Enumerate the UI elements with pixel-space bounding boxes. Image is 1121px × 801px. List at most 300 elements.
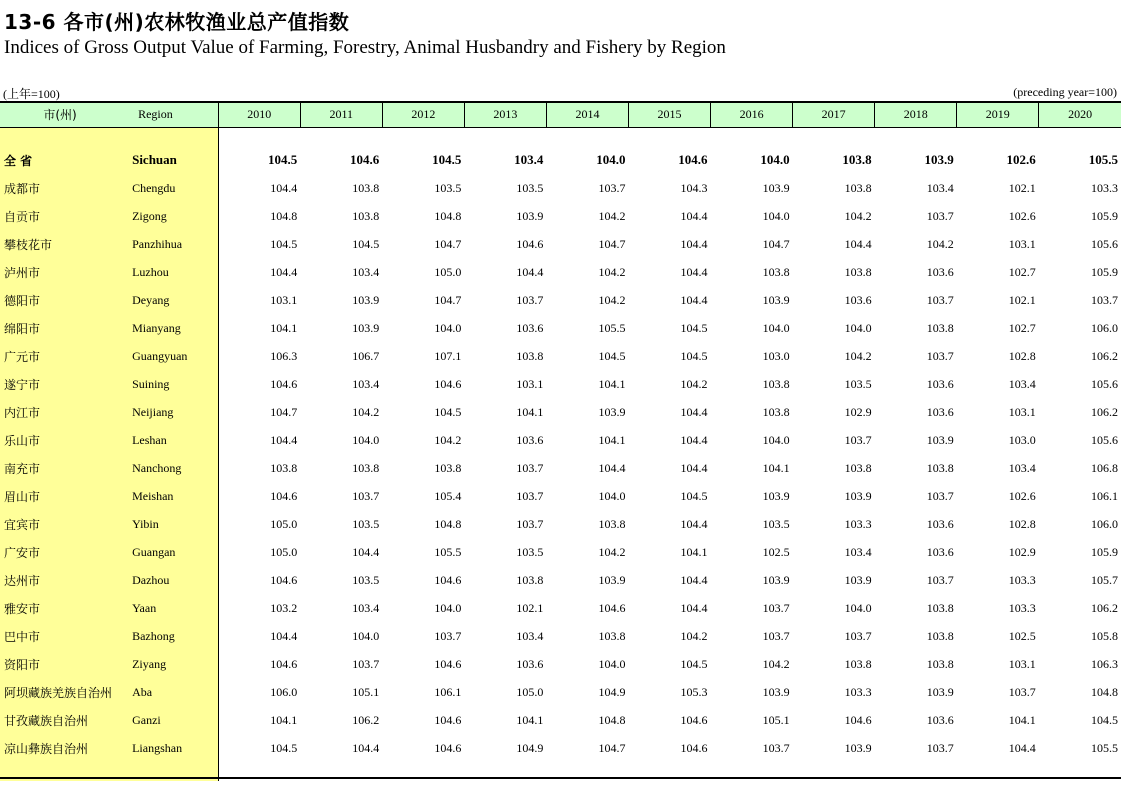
index-value: 103.7 bbox=[352, 656, 380, 671]
index-value: 103.4 bbox=[1008, 376, 1036, 391]
index-value: 105.3 bbox=[680, 684, 708, 699]
index-value: 104.6 bbox=[598, 600, 626, 615]
index-value: 105.9 bbox=[1091, 208, 1118, 223]
index-value: 104.2 bbox=[680, 628, 708, 643]
index-value: 102.5 bbox=[762, 544, 790, 559]
index-value: 104.5 bbox=[598, 348, 626, 363]
index-value: 106.0 bbox=[270, 684, 298, 699]
index-value: 104.4 bbox=[680, 460, 708, 475]
index-value: 105.5 bbox=[1088, 152, 1118, 167]
index-value: 103.7 bbox=[516, 460, 544, 475]
index-value: 103.7 bbox=[434, 628, 462, 643]
index-value: 104.4 bbox=[844, 236, 872, 251]
index-value: 103.7 bbox=[598, 180, 626, 195]
region-name-english: Bazhong bbox=[120, 622, 218, 650]
index-value: 104.1 bbox=[598, 376, 626, 391]
header-year: 2015 bbox=[628, 101, 710, 128]
index-value: 106.3 bbox=[1091, 656, 1118, 671]
index-value: 103.8 bbox=[926, 320, 954, 335]
index-value: 104.1 bbox=[516, 404, 544, 419]
index-value: 104.0 bbox=[596, 152, 626, 167]
index-value: 104.6 bbox=[680, 740, 708, 755]
index-value: 103.6 bbox=[516, 656, 544, 671]
index-value: 105.7 bbox=[1091, 572, 1118, 587]
index-value: 104.1 bbox=[680, 544, 708, 559]
index-value: 104.8 bbox=[270, 208, 298, 223]
index-value: 102.1 bbox=[1008, 292, 1036, 307]
index-value: 104.7 bbox=[762, 236, 790, 251]
index-value: 103.9 bbox=[352, 320, 380, 335]
index-value: 103.7 bbox=[516, 516, 544, 531]
index-value: 102.6 bbox=[1008, 208, 1036, 223]
header-year: 2020 bbox=[1039, 101, 1121, 128]
index-value: 105.8 bbox=[1091, 628, 1118, 643]
index-value: 104.2 bbox=[598, 292, 626, 307]
index-value: 103.7 bbox=[1008, 684, 1036, 699]
index-value: 104.4 bbox=[680, 516, 708, 531]
index-value: 104.5 bbox=[434, 404, 462, 419]
region-name-chinese: 凉山彝族自治州 bbox=[0, 734, 120, 762]
region-name-chinese: 攀枝花市 bbox=[0, 230, 120, 258]
index-value: 103.6 bbox=[926, 544, 954, 559]
index-value: 103.0 bbox=[762, 348, 790, 363]
index-value: 103.8 bbox=[434, 460, 462, 475]
index-value: 104.4 bbox=[680, 600, 708, 615]
index-value: 104.7 bbox=[270, 404, 298, 419]
index-value: 105.9 bbox=[1091, 264, 1118, 279]
header-year: 2017 bbox=[793, 101, 875, 128]
region-name-english: Sichuan bbox=[120, 146, 218, 174]
index-value: 104.5 bbox=[680, 488, 708, 503]
index-value: 104.2 bbox=[762, 656, 790, 671]
index-value: 103.9 bbox=[844, 740, 872, 755]
table-row bbox=[0, 482, 1121, 510]
index-value: 103.4 bbox=[514, 152, 544, 167]
index-value: 105.0 bbox=[270, 544, 298, 559]
index-value: 103.7 bbox=[926, 740, 954, 755]
index-value: 103.7 bbox=[762, 600, 790, 615]
header-year: 2013 bbox=[464, 101, 546, 128]
index-value: 103.4 bbox=[352, 600, 380, 615]
region-name-chinese: 雅安市 bbox=[0, 594, 120, 622]
table-row bbox=[0, 510, 1121, 538]
index-value: 102.8 bbox=[1008, 516, 1036, 531]
index-value: 102.9 bbox=[844, 404, 872, 419]
region-name-chinese: 达州市 bbox=[0, 566, 120, 594]
index-value: 104.1 bbox=[1008, 712, 1036, 727]
index-value: 105.0 bbox=[270, 516, 298, 531]
region-name-chinese: 绵阳市 bbox=[0, 314, 120, 342]
region-name-chinese: 内江市 bbox=[0, 398, 120, 426]
index-value: 104.1 bbox=[270, 712, 298, 727]
index-value: 103.4 bbox=[926, 180, 954, 195]
region-name-english: Luzhou bbox=[120, 258, 218, 286]
index-value: 104.6 bbox=[434, 572, 462, 587]
index-value: 104.0 bbox=[762, 432, 790, 447]
region-name-english: Yibin bbox=[120, 510, 218, 538]
index-value: 104.2 bbox=[598, 264, 626, 279]
table-row bbox=[0, 706, 1121, 734]
index-value: 106.1 bbox=[434, 684, 462, 699]
index-value: 104.4 bbox=[270, 628, 298, 643]
index-value: 104.2 bbox=[352, 404, 380, 419]
region-name-chinese: 资阳市 bbox=[0, 650, 120, 678]
index-value: 103.9 bbox=[926, 432, 954, 447]
index-value: 103.4 bbox=[352, 376, 380, 391]
region-name-english: Liangshan bbox=[120, 734, 218, 762]
region-name-chinese: 甘孜藏族自治州 bbox=[0, 706, 120, 734]
index-value: 104.2 bbox=[926, 236, 954, 251]
index-value: 103.9 bbox=[924, 152, 954, 167]
index-value: 104.0 bbox=[434, 320, 462, 335]
index-value: 105.5 bbox=[1091, 740, 1118, 755]
index-value: 103.8 bbox=[926, 600, 954, 615]
index-value: 104.4 bbox=[270, 432, 298, 447]
index-value: 104.0 bbox=[844, 320, 872, 335]
index-value: 104.5 bbox=[267, 152, 298, 167]
index-value: 103.8 bbox=[598, 628, 626, 643]
index-value: 103.4 bbox=[352, 264, 380, 279]
index-value: 103.6 bbox=[926, 516, 954, 531]
region-name-chinese: 成都市 bbox=[0, 174, 120, 202]
index-value: 103.9 bbox=[516, 208, 544, 223]
index-value: 102.5 bbox=[1008, 628, 1036, 643]
table-row bbox=[0, 174, 1121, 202]
index-value: 104.4 bbox=[680, 572, 708, 587]
table-row bbox=[0, 678, 1121, 706]
index-value: 103.9 bbox=[598, 404, 626, 419]
index-value: 105.6 bbox=[1091, 432, 1118, 447]
index-value: 104.1 bbox=[516, 712, 544, 727]
index-value: 104.5 bbox=[270, 740, 298, 755]
index-value: 102.6 bbox=[1006, 152, 1036, 167]
index-value: 104.6 bbox=[270, 488, 298, 503]
table-title-english: Indices of Gross Output Value of Farming, Forestry, Animal Husbandry and Fishery by Region bbox=[4, 37, 726, 58]
index-value: 104.1 bbox=[762, 460, 790, 475]
index-value: 104.5 bbox=[680, 348, 708, 363]
index-value: 104.5 bbox=[1091, 712, 1118, 727]
table-row bbox=[0, 230, 1121, 258]
region-name-chinese: 眉山市 bbox=[0, 482, 120, 510]
index-value: 104.1 bbox=[598, 432, 626, 447]
header-region-chinese: 市(州) bbox=[0, 101, 120, 128]
table-row-total bbox=[0, 146, 1121, 174]
index-value: 103.9 bbox=[762, 488, 790, 503]
index-value: 103.7 bbox=[352, 488, 380, 503]
index-value: 104.5 bbox=[352, 236, 380, 251]
index-value: 103.5 bbox=[844, 376, 872, 391]
index-value: 104.6 bbox=[678, 152, 708, 167]
index-value: 103.3 bbox=[1091, 180, 1118, 195]
index-value: 103.7 bbox=[926, 348, 954, 363]
index-value: 104.0 bbox=[352, 628, 380, 643]
index-value: 104.6 bbox=[680, 712, 708, 727]
table-row bbox=[0, 454, 1121, 482]
index-value: 104.8 bbox=[598, 712, 626, 727]
index-value: 104.4 bbox=[516, 264, 544, 279]
index-value: 103.8 bbox=[844, 656, 872, 671]
index-value: 103.0 bbox=[1008, 432, 1036, 447]
region-name-chinese: 全 省 bbox=[0, 146, 120, 174]
index-value: 103.9 bbox=[762, 292, 790, 307]
index-value: 104.6 bbox=[434, 712, 462, 727]
index-value: 103.1 bbox=[516, 376, 544, 391]
index-value: 102.6 bbox=[1008, 488, 1036, 503]
index-value: 103.8 bbox=[270, 460, 298, 475]
index-value: 104.5 bbox=[270, 236, 298, 251]
spacer-row bbox=[0, 128, 1121, 147]
index-value: 103.5 bbox=[434, 180, 462, 195]
index-value: 104.7 bbox=[598, 236, 626, 251]
table-row bbox=[0, 202, 1121, 230]
header-year: 2010 bbox=[218, 101, 300, 128]
index-value: 102.7 bbox=[1008, 320, 1036, 335]
region-name-english: Leshan bbox=[120, 426, 218, 454]
index-value: 103.6 bbox=[926, 264, 954, 279]
index-value: 104.4 bbox=[680, 292, 708, 307]
index-value: 105.0 bbox=[434, 264, 462, 279]
region-name-english: Neijiang bbox=[120, 398, 218, 426]
index-value: 105.5 bbox=[434, 544, 462, 559]
index-value: 103.8 bbox=[926, 628, 954, 643]
region-name-english: Guangyuan bbox=[120, 342, 218, 370]
index-value: 104.7 bbox=[434, 292, 462, 307]
index-value: 105.6 bbox=[1091, 376, 1118, 391]
index-value: 105.1 bbox=[762, 712, 790, 727]
region-name-chinese: 遂宁市 bbox=[0, 370, 120, 398]
region-name-english: Dazhou bbox=[120, 566, 218, 594]
index-value: 103.3 bbox=[1008, 600, 1036, 615]
index-value: 103.6 bbox=[844, 292, 872, 307]
index-value: 102.8 bbox=[1008, 348, 1036, 363]
index-value: 102.1 bbox=[1008, 180, 1036, 195]
region-name-chinese: 广元市 bbox=[0, 342, 120, 370]
header-year: 2012 bbox=[382, 101, 464, 128]
index-value: 104.4 bbox=[680, 404, 708, 419]
data-table bbox=[0, 101, 1121, 781]
index-value: 103.8 bbox=[844, 460, 872, 475]
index-value: 105.1 bbox=[352, 684, 380, 699]
header-year: 2019 bbox=[957, 101, 1039, 128]
index-value: 104.4 bbox=[680, 236, 708, 251]
index-value: 102.9 bbox=[1008, 544, 1036, 559]
region-name-english: Ganzi bbox=[120, 706, 218, 734]
index-value: 103.4 bbox=[844, 544, 872, 559]
index-value: 104.5 bbox=[680, 656, 708, 671]
index-value: 103.5 bbox=[516, 180, 544, 195]
index-value: 103.1 bbox=[1008, 404, 1036, 419]
index-value: 106.0 bbox=[1091, 516, 1118, 531]
index-value: 104.4 bbox=[680, 432, 708, 447]
header-year: 2014 bbox=[546, 101, 628, 128]
index-value: 103.9 bbox=[762, 180, 790, 195]
index-value: 103.7 bbox=[844, 432, 872, 447]
region-name-english: Zigong bbox=[120, 202, 218, 230]
table-row bbox=[0, 314, 1121, 342]
header-year: 2016 bbox=[711, 101, 793, 128]
index-value: 103.8 bbox=[352, 460, 380, 475]
index-value: 104.4 bbox=[680, 264, 708, 279]
index-value: 104.7 bbox=[598, 740, 626, 755]
region-name-english: Aba bbox=[120, 678, 218, 706]
index-value: 106.0 bbox=[1091, 320, 1118, 335]
bottom-rule bbox=[0, 777, 1121, 779]
index-value: 103.9 bbox=[844, 572, 872, 587]
index-value: 103.2 bbox=[270, 600, 298, 615]
index-value: 104.8 bbox=[1091, 684, 1118, 699]
region-name-chinese: 巴中市 bbox=[0, 622, 120, 650]
index-value: 106.7 bbox=[352, 348, 380, 363]
index-value: 104.4 bbox=[598, 460, 626, 475]
index-value: 104.2 bbox=[844, 348, 872, 363]
index-value: 103.7 bbox=[516, 292, 544, 307]
index-value: 104.9 bbox=[598, 684, 626, 699]
index-value: 103.8 bbox=[762, 404, 790, 419]
region-name-chinese: 乐山市 bbox=[0, 426, 120, 454]
index-value: 105.0 bbox=[516, 684, 544, 699]
index-value: 103.1 bbox=[1008, 656, 1036, 671]
region-name-english: Chengdu bbox=[120, 174, 218, 202]
region-name-english: Yaan bbox=[120, 594, 218, 622]
index-value: 104.0 bbox=[434, 600, 462, 615]
index-value: 103.7 bbox=[762, 628, 790, 643]
index-value: 103.5 bbox=[352, 572, 380, 587]
index-value: 104.8 bbox=[434, 208, 462, 223]
table-row bbox=[0, 286, 1121, 314]
index-value: 103.7 bbox=[926, 572, 954, 587]
table-row bbox=[0, 370, 1121, 398]
index-value: 104.1 bbox=[270, 320, 298, 335]
region-name-english: Panzhihua bbox=[120, 230, 218, 258]
index-value: 104.5 bbox=[680, 320, 708, 335]
index-value: 103.1 bbox=[270, 292, 298, 307]
index-value: 104.6 bbox=[270, 572, 298, 587]
index-value: 103.8 bbox=[516, 348, 544, 363]
region-name-english: Suining bbox=[120, 370, 218, 398]
index-value: 103.8 bbox=[352, 208, 380, 223]
index-value: 104.4 bbox=[352, 544, 380, 559]
index-value: 103.7 bbox=[1091, 292, 1118, 307]
index-value: 103.9 bbox=[352, 292, 380, 307]
index-value: 106.2 bbox=[352, 712, 380, 727]
index-value: 103.5 bbox=[352, 516, 380, 531]
index-value: 104.0 bbox=[762, 208, 790, 223]
index-value: 103.6 bbox=[516, 320, 544, 335]
table-row bbox=[0, 258, 1121, 286]
index-value: 104.6 bbox=[270, 656, 298, 671]
index-value: 105.6 bbox=[1091, 236, 1118, 251]
index-value: 104.3 bbox=[680, 180, 708, 195]
index-value: 103.7 bbox=[844, 628, 872, 643]
index-value: 103.7 bbox=[926, 208, 954, 223]
region-name-chinese: 广安市 bbox=[0, 538, 120, 566]
index-value: 103.8 bbox=[762, 264, 790, 279]
index-value: 104.7 bbox=[434, 236, 462, 251]
table-row bbox=[0, 398, 1121, 426]
index-value: 104.0 bbox=[598, 488, 626, 503]
index-value: 103.6 bbox=[926, 376, 954, 391]
region-name-chinese: 自贡市 bbox=[0, 202, 120, 230]
index-value: 102.7 bbox=[1008, 264, 1036, 279]
header-region-english: Region bbox=[120, 101, 218, 128]
index-value: 104.4 bbox=[270, 180, 298, 195]
index-value: 104.2 bbox=[598, 544, 626, 559]
index-value: 103.9 bbox=[762, 572, 790, 587]
index-value: 104.6 bbox=[844, 712, 872, 727]
index-value: 106.2 bbox=[1091, 348, 1118, 363]
index-value: 103.8 bbox=[598, 516, 626, 531]
index-value: 103.3 bbox=[844, 684, 872, 699]
index-value: 104.2 bbox=[434, 432, 462, 447]
header-row bbox=[0, 101, 1121, 128]
index-value: 106.8 bbox=[1091, 460, 1118, 475]
table-row bbox=[0, 342, 1121, 370]
index-value: 105.4 bbox=[434, 488, 462, 503]
index-value: 104.9 bbox=[516, 740, 544, 755]
index-value: 104.6 bbox=[350, 152, 380, 167]
index-value: 103.9 bbox=[926, 684, 954, 699]
index-value: 104.6 bbox=[434, 740, 462, 755]
region-name-chinese: 阿坝藏族羌族自治州 bbox=[0, 678, 120, 706]
index-value: 103.8 bbox=[844, 180, 872, 195]
index-value: 103.7 bbox=[516, 488, 544, 503]
index-value: 104.0 bbox=[844, 600, 872, 615]
index-value: 103.6 bbox=[926, 712, 954, 727]
index-value: 106.1 bbox=[1091, 488, 1118, 503]
index-value: 103.4 bbox=[1008, 460, 1036, 475]
table-row bbox=[0, 734, 1121, 762]
index-value: 103.3 bbox=[1008, 572, 1036, 587]
index-value: 103.6 bbox=[516, 432, 544, 447]
index-value: 106.2 bbox=[1091, 404, 1118, 419]
top-rule bbox=[0, 101, 1121, 103]
index-value: 106.2 bbox=[1091, 600, 1118, 615]
header-year: 2018 bbox=[875, 101, 957, 128]
region-name-english: Guangan bbox=[120, 538, 218, 566]
index-value: 106.3 bbox=[270, 348, 298, 363]
table-body bbox=[0, 128, 1121, 782]
index-value: 104.4 bbox=[352, 740, 380, 755]
region-name-english: Nanchong bbox=[120, 454, 218, 482]
index-value: 104.0 bbox=[352, 432, 380, 447]
table-row bbox=[0, 594, 1121, 622]
index-value: 104.6 bbox=[516, 236, 544, 251]
index-value: 104.6 bbox=[434, 376, 462, 391]
index-value: 103.5 bbox=[762, 516, 790, 531]
index-value: 103.4 bbox=[516, 628, 544, 643]
index-value: 104.0 bbox=[598, 656, 626, 671]
index-value: 102.1 bbox=[516, 600, 544, 615]
index-value: 103.8 bbox=[762, 376, 790, 391]
index-value: 104.0 bbox=[760, 152, 790, 167]
index-value: 104.2 bbox=[680, 376, 708, 391]
index-value: 103.6 bbox=[926, 404, 954, 419]
index-value: 103.8 bbox=[926, 656, 954, 671]
index-value: 104.4 bbox=[270, 264, 298, 279]
index-value: 103.7 bbox=[926, 488, 954, 503]
index-value: 104.2 bbox=[598, 208, 626, 223]
region-name-chinese: 宜宾市 bbox=[0, 510, 120, 538]
table-row bbox=[0, 650, 1121, 678]
table-row bbox=[0, 622, 1121, 650]
index-value: 103.8 bbox=[842, 152, 872, 167]
region-name-english: Deyang bbox=[120, 286, 218, 314]
index-value: 104.6 bbox=[270, 376, 298, 391]
index-value: 104.5 bbox=[432, 152, 462, 167]
region-name-english: Mianyang bbox=[120, 314, 218, 342]
index-value: 104.6 bbox=[434, 656, 462, 671]
region-name-english: Ziyang bbox=[120, 650, 218, 678]
